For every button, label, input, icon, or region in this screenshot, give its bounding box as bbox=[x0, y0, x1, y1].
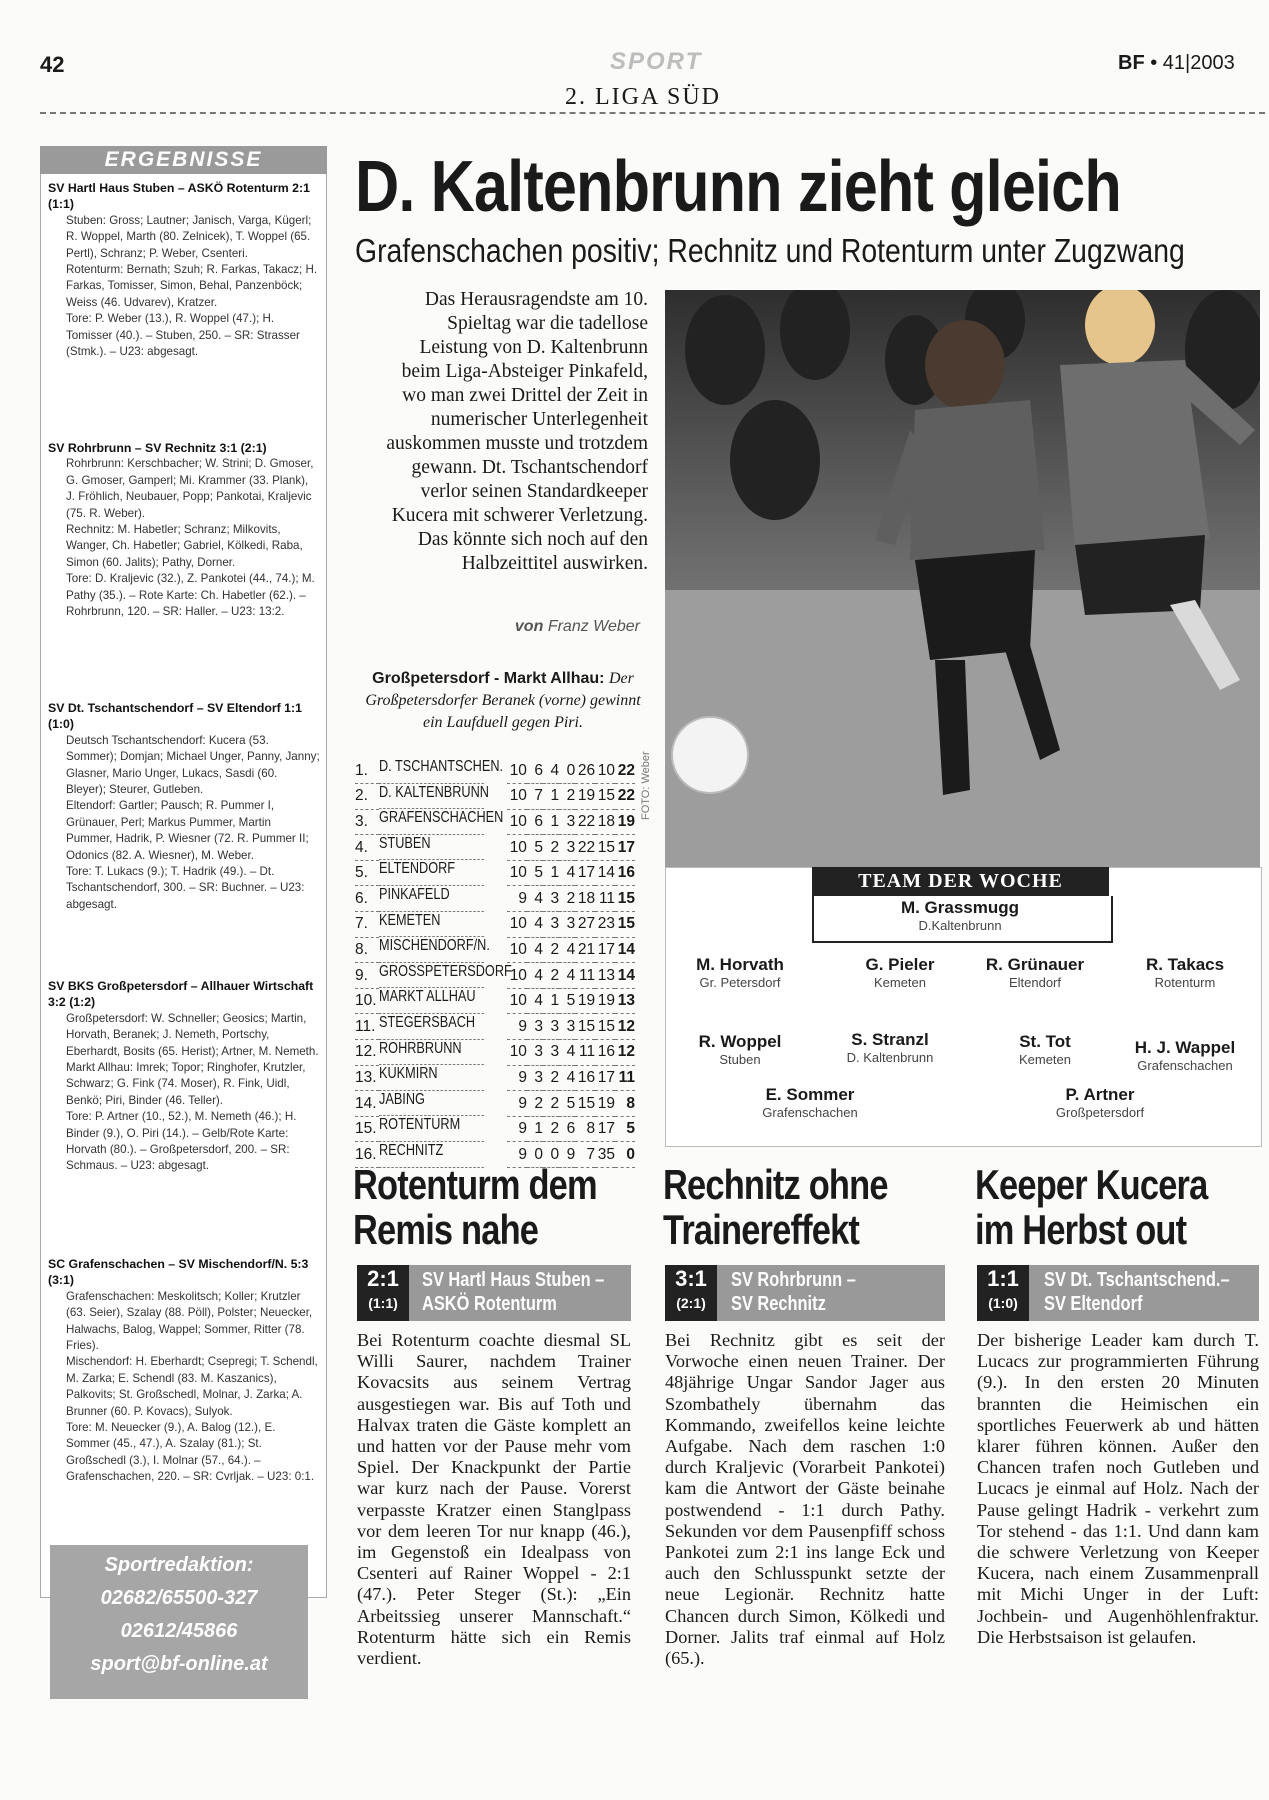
player-name: S. Stranzl bbox=[851, 1030, 929, 1049]
standings-team: JABING bbox=[379, 1091, 484, 1117]
standings-draws: 2 bbox=[543, 937, 559, 963]
result-lineup: Rechnitz: M. Habetler; Schranz; Milkovits, Wanger, Ch. Habetler; Gabriel, Kölkedi, Raba, Simon (60. Jalits); Pathy, Dorner. bbox=[66, 523, 303, 569]
result-goals: Tore: P. Artner (10., 52.), M. Nemeth (46.); H. Binder (9.), O. Piri (14.). – Gelb/Rote Karte: Horvath (80.). – Großpetersdorf, 200. – SR: Schmaus. – U23: abgesagt. bbox=[66, 1110, 297, 1173]
standings-games: 10 bbox=[507, 988, 527, 1014]
article-body: Bei Rechnitz gibt es seit der Vorwoche einen neuen Trainer. Der 48jährige Ungar Sandor Jager aus Szombathely übernahm das Kommando, zweifellos keine leichte Aufgabe. Nach dem raschen 1:0 durch Kraljevic (Vorarbeit Pankotei) kam die Antwort der Gäste beinahe postwendend - 1:1 durch Pathy. Sekunden vor dem Pausenpfiff schoss Pankotei zum 2:1 ins lange Eck und auch den Schlusspunkt setzte der neue Legionär. Rechnitz hatte Chancen durch Simon, Kölkedi und Dorner. Jalits traf einmal auf Holz (65.). bbox=[665, 1330, 945, 1669]
standings-goals-against: 13 bbox=[595, 963, 615, 989]
player-team: Grafenschachen bbox=[762, 1105, 858, 1120]
standings-goals-against: 17 bbox=[595, 937, 615, 963]
standings-games: 10 bbox=[507, 835, 527, 861]
result-title: SV BKS Großpetersdorf – Allhauer Wirtschaft 3:2 (1:2) bbox=[48, 979, 314, 1010]
caption-text: Der Großpetersdorfer Beranek (vorne) gewinnt ein Laufduell gegen Piri. bbox=[365, 670, 641, 731]
standings-losses: 6 bbox=[559, 1116, 575, 1142]
standings-rank: 4. bbox=[355, 835, 379, 861]
standings-row bbox=[355, 1040, 635, 1066]
player-card bbox=[860, 898, 1060, 933]
match-team-away: ASKÖ Rotenturm bbox=[422, 1293, 557, 1315]
standings-rank: 9. bbox=[355, 963, 379, 989]
standings-goals-for: 7 bbox=[575, 1142, 595, 1168]
standings-losses: 2 bbox=[559, 784, 575, 810]
article-headline-line: Rotenturm dem bbox=[353, 1161, 597, 1208]
masthead bbox=[1118, 52, 1235, 75]
standings-goals-against: 14 bbox=[595, 860, 615, 886]
player-team: D.Kaltenbrunn bbox=[918, 918, 1002, 933]
caption-title: Großpetersdorf - Markt Allhau: bbox=[372, 670, 605, 687]
result-title: SC Grafenschachen – SV Mischendorf/N. 5:3 (3:1) bbox=[48, 1257, 309, 1288]
article-headline bbox=[663, 1162, 888, 1252]
standings-wins: 5 bbox=[527, 835, 543, 861]
standings-goals-against: 19 bbox=[595, 988, 615, 1014]
standings-games: 10 bbox=[507, 912, 527, 938]
standings-row bbox=[355, 1014, 635, 1040]
result-lineup: Mischendorf: H. Eberhardt; Csepregi; T. Schendl, M. Zarka; E. Schendl (83. M. Kaszanics), Palkovits; St. Großschedl, Molnar, J. Zarka; A. Brunner (60. P. Kovacs), Sulyok. bbox=[66, 1355, 318, 1418]
byline-prefix: von bbox=[514, 618, 544, 635]
standings-row bbox=[355, 963, 635, 989]
standings-team: ROHRBRUNN bbox=[379, 1040, 484, 1066]
standings-rank: 14. bbox=[355, 1091, 379, 1117]
result-lineup: Deutsch Tschantschendorf: Kucera (53. Sommer); Domjan; Michael Unger, Panny, Janny; Glasner, Mario Unger, Lukacs, Sasdi (60. Bleyer); Steurer, Gutleben. bbox=[66, 733, 320, 797]
standings-goals-against: 17 bbox=[595, 1116, 615, 1142]
standings-losses: 9 bbox=[559, 1142, 575, 1168]
standings-points: 12 bbox=[615, 1040, 635, 1066]
standings-games: 9 bbox=[507, 1091, 527, 1117]
standings-rank: 8. bbox=[355, 937, 379, 963]
standings-rank: 7. bbox=[355, 912, 379, 938]
lead-paragraph: Das Herausragendste am 10. Spieltag war die tadellose Leistung von D. Kaltenbrunn beim Liga-Absteiger Pinkafeld, wo man zwei Drittel der Zeit in numerischer Unterlegenheit auskommen musste und trotzdem gewann. Dt. Tschantschendorf verlor seinen Standardkeeper Kucera mit schwerer Verletzung. Das könnte sich noch auf den Halbzeittitel auswirken. bbox=[386, 289, 648, 574]
standings-wins: 6 bbox=[527, 758, 543, 784]
standings-row bbox=[355, 1116, 635, 1142]
standings-wins: 3 bbox=[527, 1014, 543, 1040]
result-goals: Tore: D. Kraljevic (32.), Z. Pankotei (44., 74.); M. Pathy (35.). – Rote Karte: Ch. Habetler (62.). – Rohrbrunn, 120. – SR: Haller. – U23: 13:2. bbox=[66, 572, 315, 619]
standings-games: 9 bbox=[507, 1116, 527, 1142]
match-label bbox=[1044, 1268, 1230, 1316]
standings-draws: 3 bbox=[543, 886, 559, 912]
contact-phone: 02612/45866 bbox=[120, 1620, 238, 1642]
player-name: R. Grünauer bbox=[985, 955, 1085, 974]
result-lineup: Markt Allhau: Imrek; Topor; Ringhofer, Krutzler, Schwarz; G. Fink (74. Moser), R. Fink, Uidl, Benkö; Piri, Binder (46. Teller). bbox=[66, 1061, 306, 1107]
standings-points: 13 bbox=[615, 988, 635, 1014]
standings-goals-for: 15 bbox=[575, 1014, 595, 1040]
player-card bbox=[670, 955, 810, 990]
player-card bbox=[975, 1032, 1115, 1067]
match-team-away: SV Rechnitz bbox=[731, 1293, 826, 1315]
standings-draws: 3 bbox=[543, 1014, 559, 1040]
standings-goals-for: 17 bbox=[575, 860, 595, 886]
standings-draws: 4 bbox=[543, 758, 559, 784]
player-team: Kemeten bbox=[1018, 1052, 1072, 1067]
standings-team: GRAFENSCHACHEN bbox=[379, 809, 484, 835]
photo-credit: FOTO: Weber bbox=[640, 751, 652, 820]
standings-row bbox=[355, 912, 635, 938]
standings-goals-against: 15 bbox=[595, 1014, 615, 1040]
article-body: Der bisherige Leader kam durch T. Lucacs zur programmierten Führung (9.). In den ersten 20 Minuten brannten die Heimischen ein sportliches Feuerwerk ab und hätten klarer führen können. Außer den Chancen trafen noch Gutleben und Lucacs je einmal auf Holz. Nach der Pause gelingt Hadrik - verkehrt zum Tor stehend - das 1:1. Und dann kam die schwere Verletzung von Keeper Kucera, nach einem Zusammenprall mit Michi Unger in der Luft: Jochbein- und Augenhöhlenfraktur. Die Herbstsaison ist gelaufen. bbox=[977, 1330, 1259, 1647]
standings-draws: 3 bbox=[543, 912, 559, 938]
standings-team: PINKAFELD bbox=[379, 886, 484, 912]
standings-goals-against: 23 bbox=[595, 912, 615, 938]
standings-points: 15 bbox=[615, 912, 635, 938]
masthead-logo: BF bbox=[1118, 52, 1145, 74]
standings-team: ELTENDORF bbox=[379, 860, 484, 886]
standings-draws: 2 bbox=[543, 963, 559, 989]
player-team: Gr. Petersdorf bbox=[699, 975, 781, 990]
article-headline-line: Keeper Kucera bbox=[975, 1161, 1208, 1208]
player-team: Rotenturm bbox=[1154, 975, 1216, 990]
standings-draws: 2 bbox=[543, 1116, 559, 1142]
standings-losses: 4 bbox=[559, 937, 575, 963]
player-card bbox=[1115, 1038, 1255, 1073]
contact-email[interactable]: sport@bf-online.at bbox=[90, 1653, 268, 1675]
standings-games: 10 bbox=[507, 937, 527, 963]
standings-row bbox=[355, 988, 635, 1014]
standings-games: 10 bbox=[507, 809, 527, 835]
standings-points: 0 bbox=[615, 1142, 635, 1168]
standings-games: 9 bbox=[507, 886, 527, 912]
standings-rank: 13. bbox=[355, 1065, 379, 1091]
standings-goals-for: 22 bbox=[575, 835, 595, 861]
standings-team: MISCHENDORF/N. bbox=[379, 937, 484, 963]
player-name: M. Horvath bbox=[696, 955, 784, 974]
player-card bbox=[1025, 1085, 1175, 1120]
standings-goals-for: 8 bbox=[575, 1116, 595, 1142]
result-block bbox=[48, 180, 320, 360]
player-card bbox=[1115, 955, 1255, 990]
standings-row bbox=[355, 784, 635, 810]
standings-points: 16 bbox=[615, 860, 635, 886]
standings-goals-for: 27 bbox=[575, 912, 595, 938]
player-name: R. Woppel bbox=[698, 1032, 782, 1051]
standings-goals-for: 15 bbox=[575, 1091, 595, 1117]
standings-team: D. KALTENBRUNN bbox=[379, 784, 484, 810]
standings-losses: 3 bbox=[559, 809, 575, 835]
standings-losses: 5 bbox=[559, 988, 575, 1014]
byline bbox=[460, 618, 640, 636]
standings-wins: 7 bbox=[527, 784, 543, 810]
standings-wins: 3 bbox=[527, 1065, 543, 1091]
standings-goals-against: 17 bbox=[595, 1065, 615, 1091]
standings-points: 17 bbox=[615, 835, 635, 861]
standings-goals-for: 11 bbox=[575, 963, 595, 989]
result-block bbox=[48, 1256, 320, 1486]
standings-points: 8 bbox=[615, 1091, 635, 1117]
standings-losses: 3 bbox=[559, 1014, 575, 1040]
standings-wins: 4 bbox=[527, 912, 543, 938]
page-number: 42 bbox=[40, 52, 65, 77]
league-title: 2. LIGA SÜD bbox=[565, 84, 722, 110]
standings-rank: 11. bbox=[355, 1014, 379, 1040]
result-block bbox=[48, 978, 320, 1175]
standings-team: STEGERSBACH bbox=[379, 1014, 484, 1040]
photo-caption bbox=[358, 668, 648, 734]
player-card bbox=[965, 955, 1105, 990]
standings-games: 9 bbox=[507, 1065, 527, 1091]
result-title: SV Hartl Haus Stuben – ASKÖ Rotenturm 2:1 (1:1) bbox=[48, 181, 310, 212]
result-lineup: Eltendorf: Gartler; Pausch; R. Pummer I, Grünauer, Perl; Markus Pummer, Martin Pummer, Hadrik, P. Wiesner (72. R. Pummer II; Odonics (82. A. Wiesner), M. Weber. bbox=[66, 799, 309, 862]
standings-rank: 12. bbox=[355, 1040, 379, 1066]
result-goals: Tore: M. Neuecker (9.), A. Balog (12.), E. Sommer (45., 47.), A. Szalay (81.); St. Großschedl (3.), I. Molnar (57., 64.). – Grafenschachen, 220. – SR: Cvrljak. – U23: 0:1. bbox=[66, 1421, 315, 1484]
standings-rank: 2. bbox=[355, 784, 379, 810]
standings-losses: 0 bbox=[559, 758, 575, 784]
standings-goals-for: 21 bbox=[575, 937, 595, 963]
standings-goals-for: 16 bbox=[575, 1065, 595, 1091]
standings-goals-against: 19 bbox=[595, 1091, 615, 1117]
standings-draws: 1 bbox=[543, 988, 559, 1014]
match-photo bbox=[665, 290, 1260, 875]
standings-draws: 2 bbox=[543, 1065, 559, 1091]
player-card bbox=[735, 1085, 885, 1120]
standings-goals-for: 11 bbox=[575, 1040, 595, 1066]
result-lineup: Grafenschachen: Meskolitsch; Koller; Krutzler (63. Seier), Szalay (88. Pöll), Polster; Neuecker, Halwachs, Balog, Wappel; Sommer, Ritter (78. Fries). bbox=[66, 1289, 313, 1353]
standings-rank: 10. bbox=[355, 988, 379, 1014]
standings-wins: 4 bbox=[527, 988, 543, 1014]
standings-row bbox=[355, 835, 635, 861]
contact-phone: 02682/65500-327 bbox=[100, 1587, 258, 1609]
standings-team: D. TSCHANTSCHEN. bbox=[379, 758, 484, 784]
result-goals: Tore: P. Weber (13.), R. Woppel (47.); H. Tomisser (40.). – Stuben, 250. – SR: Strasser (Stmk.). – U23: abgesagt. bbox=[66, 312, 300, 359]
score-halftime: (1:1) bbox=[368, 1295, 398, 1311]
standings-goals-for: 22 bbox=[575, 809, 595, 835]
standings-points: 14 bbox=[615, 937, 635, 963]
standings-team: KUKMIRN bbox=[379, 1065, 484, 1091]
standings-team: GROSSPETERSDORF bbox=[379, 963, 484, 989]
player-name: P. Artner bbox=[1065, 1085, 1135, 1104]
article-headline-line: Trainereffekt bbox=[663, 1206, 860, 1253]
result-block bbox=[48, 440, 320, 620]
player-name: St. Tot bbox=[1019, 1032, 1071, 1051]
standings-rank: 1. bbox=[355, 758, 379, 784]
standings-losses: 3 bbox=[559, 912, 575, 938]
match-team-away: SV Eltendorf bbox=[1044, 1293, 1143, 1315]
result-lineup: Rotenturm: Bernath; Szuh; R. Farkas, Takacz; H. Farkas, Tomisser, Simon, Behal, Panzenböck; Weiss (46. Udvarev), Kratzer. bbox=[66, 263, 318, 309]
standings-points: 5 bbox=[615, 1116, 635, 1142]
standings-points: 12 bbox=[615, 1014, 635, 1040]
score-box bbox=[665, 1265, 717, 1321]
standings-goals-against: 16 bbox=[595, 1040, 615, 1066]
standings-wins: 2 bbox=[527, 1091, 543, 1117]
article-headline bbox=[975, 1162, 1207, 1252]
standings-table bbox=[355, 758, 635, 1168]
standings-losses: 4 bbox=[559, 1040, 575, 1066]
standings-rank: 15. bbox=[355, 1116, 379, 1142]
player-team: Stuben bbox=[719, 1052, 761, 1067]
standings-rank: 3. bbox=[355, 809, 379, 835]
standings-row bbox=[355, 886, 635, 912]
standings-points: 14 bbox=[615, 963, 635, 989]
main-headline: D. Kaltenbrunn zieht gleich bbox=[355, 147, 1121, 227]
standings-losses: 4 bbox=[559, 963, 575, 989]
player-team: Eltendorf bbox=[1008, 975, 1062, 990]
article-body: Bei Rotenturm coachte diesmal SL Willi Saurer, nachdem Trainer Kovacsits aus seinem Vertrag ausgestiegen war. Bis auf Toth und Halvax traten die Gäste komplett an und hatten vor der Pause mehr vom Spiel. Der Knackpunkt der Partie war kurz nach der Pause. Vorerst verpasste Kratzer einen Stanglpass vor dem leeren Tor nur knapp (46.), im Gegenstoß ein Idealpass von Csenteri auf Rainer Woppel - 2:1 (47.). Peter Steger (St.): „Ein Arbeitssieg unserer Mannschaft.“ Rotenturm hätte sich ein Remis verdient. bbox=[357, 1330, 631, 1669]
results-heading: ERGEBNISSE bbox=[40, 146, 327, 174]
standings-wins: 1 bbox=[527, 1116, 543, 1142]
standings-games: 9 bbox=[507, 1142, 527, 1168]
contact-label: Sportredaktion: bbox=[104, 1554, 254, 1576]
score-box bbox=[977, 1265, 1029, 1321]
standings-points: 11 bbox=[615, 1065, 635, 1091]
standings-rank: 16. bbox=[355, 1142, 379, 1168]
player-card bbox=[815, 1030, 965, 1065]
score-final: 1:1 bbox=[987, 1266, 1019, 1291]
article-headline-line: Remis nahe bbox=[353, 1206, 539, 1253]
standings-losses: 4 bbox=[559, 860, 575, 886]
standings-goals-for: 19 bbox=[575, 784, 595, 810]
standings-games: 10 bbox=[507, 963, 527, 989]
player-name: E. Sommer bbox=[765, 1085, 855, 1104]
standings-draws: 1 bbox=[543, 860, 559, 886]
result-lineup: Stuben: Gross; Lautner; Janisch, Varga, Kügerl; R. Woppel, Marth (80. Zelnicek), T. Woppel (65. Pertl), Schranz; P. Weber, Csenteri. bbox=[66, 213, 312, 260]
player-name: H. J. Wappel bbox=[1134, 1038, 1236, 1057]
match-team-home: SV Dt. Tschantschend.– bbox=[1044, 1269, 1230, 1291]
masthead-issue: • 41|2003 bbox=[1150, 52, 1235, 74]
section-label: SPORT bbox=[610, 48, 703, 75]
result-lineup: Großpetersdorf: W. Schneller; Geosics; Martin, Horvath, Beranek; J. Nemeth, Portschy, Eberhardt, Bosits (65. Herist); Artner, M. Nemeth. bbox=[66, 1011, 319, 1058]
player-team: Kemeten bbox=[873, 975, 927, 990]
standings-goals-for: 19 bbox=[575, 988, 595, 1014]
player-team: Großpetersdorf bbox=[1055, 1105, 1145, 1120]
byline-author: Franz Weber bbox=[547, 618, 640, 635]
score-box bbox=[357, 1265, 409, 1321]
player-name: G. Pieler bbox=[865, 955, 935, 974]
player-name: R. Takacs bbox=[1145, 955, 1225, 974]
standings-games: 10 bbox=[507, 1040, 527, 1066]
standings-rank: 6. bbox=[355, 886, 379, 912]
standings-wins: 3 bbox=[527, 1040, 543, 1066]
score-halftime: (1:0) bbox=[988, 1295, 1018, 1311]
team-of-the-week-title: TEAM DER WOCHE bbox=[812, 867, 1109, 896]
standings-games: 9 bbox=[507, 1014, 527, 1040]
standings-goals-against: 15 bbox=[595, 784, 615, 810]
score-final: 3:1 bbox=[675, 1266, 707, 1291]
article-headline-line: im Herbst out bbox=[975, 1206, 1187, 1253]
result-block bbox=[48, 700, 320, 913]
standings-games: 10 bbox=[507, 860, 527, 886]
match-team-home: SV Hartl Haus Stuben – bbox=[422, 1269, 605, 1291]
standings-losses: 2 bbox=[559, 886, 575, 912]
standings-team: MARKT ALLHAU bbox=[379, 988, 484, 1014]
standings-wins: 4 bbox=[527, 937, 543, 963]
article-headline bbox=[353, 1162, 597, 1252]
result-goals: Tore: T. Lukacs (9.); T. Hadrik (49.). – Dt. Tschantschendorf, 300. – SR: Buchner. – U23: abgesagt. bbox=[66, 865, 305, 911]
standings-draws: 1 bbox=[543, 809, 559, 835]
header-divider bbox=[40, 112, 1265, 114]
match-photo-image bbox=[665, 290, 1260, 875]
standings-row bbox=[355, 758, 635, 784]
standings-goals-against: 15 bbox=[595, 835, 615, 861]
standings-team: RECHNITZ bbox=[379, 1142, 484, 1168]
standings-wins: 4 bbox=[527, 886, 543, 912]
standings-team: STUBEN bbox=[379, 835, 484, 861]
player-team: D. Kaltenbrunn bbox=[846, 1050, 934, 1065]
standings-row bbox=[355, 860, 635, 886]
standings-points: 19 bbox=[615, 809, 635, 835]
score-halftime: (2:1) bbox=[676, 1295, 706, 1311]
standings-draws: 2 bbox=[543, 835, 559, 861]
match-team-home: SV Rohrbrunn – bbox=[731, 1269, 856, 1291]
article-headline-line: Rechnitz ohne bbox=[663, 1161, 888, 1208]
standings-row bbox=[355, 937, 635, 963]
standings-goals-against: 18 bbox=[595, 809, 615, 835]
standings-team: KEMETEN bbox=[379, 912, 484, 938]
standings-games: 10 bbox=[507, 784, 527, 810]
contact-box bbox=[50, 1545, 308, 1699]
standings-games: 10 bbox=[507, 758, 527, 784]
result-title: SV Rohrbrunn – SV Rechnitz 3:1 (2:1) bbox=[48, 441, 267, 455]
standings-goals-against: 35 bbox=[595, 1142, 615, 1168]
standings-team: ROTENTURM bbox=[379, 1116, 484, 1142]
standings-points: 22 bbox=[615, 758, 635, 784]
standings-losses: 4 bbox=[559, 1065, 575, 1091]
standings-goals-for: 26 bbox=[575, 758, 595, 784]
result-lineup: Rohrbrunn: Kerschbacher; W. Strini; D. Gmoser, G. Gmoser, Gamperl; Mi. Krammer (33. Plank), J. Fröhlich, Neubauer, Popp; Pankotai, Kraljevic (75. R. Weber). bbox=[66, 457, 314, 520]
standings-rank: 5. bbox=[355, 860, 379, 886]
sub-headline: Grafenschachen positiv; Rechnitz und Rotenturm unter Zugzwang bbox=[355, 232, 1185, 269]
standings-row bbox=[355, 1065, 635, 1091]
standings-draws: 0 bbox=[543, 1142, 559, 1168]
standings-goals-against: 10 bbox=[595, 758, 615, 784]
standings-draws: 3 bbox=[543, 1040, 559, 1066]
standings-draws: 1 bbox=[543, 784, 559, 810]
score-final: 2:1 bbox=[367, 1266, 399, 1291]
standings-row bbox=[355, 809, 635, 835]
player-card bbox=[830, 955, 970, 990]
standings-wins: 0 bbox=[527, 1142, 543, 1168]
standings-wins: 5 bbox=[527, 860, 543, 886]
standings-draws: 2 bbox=[543, 1091, 559, 1117]
player-card bbox=[670, 1032, 810, 1067]
standings-row bbox=[355, 1091, 635, 1117]
standings-losses: 3 bbox=[559, 835, 575, 861]
standings-points: 22 bbox=[615, 784, 635, 810]
standings-goals-for: 18 bbox=[575, 886, 595, 912]
match-label bbox=[731, 1268, 856, 1316]
standings-points: 15 bbox=[615, 886, 635, 912]
result-title: SV Dt. Tschantschendorf – SV Eltendorf 1:1 (1:0) bbox=[48, 701, 302, 732]
standings-wins: 4 bbox=[527, 963, 543, 989]
player-team: Grafenschachen bbox=[1137, 1058, 1233, 1073]
standings-body bbox=[355, 758, 635, 1168]
player-name: M. Grassmugg bbox=[900, 898, 1020, 917]
standings-wins: 6 bbox=[527, 809, 543, 835]
standings-losses: 5 bbox=[559, 1091, 575, 1117]
match-label bbox=[422, 1268, 604, 1316]
standings-goals-against: 11 bbox=[595, 886, 615, 912]
